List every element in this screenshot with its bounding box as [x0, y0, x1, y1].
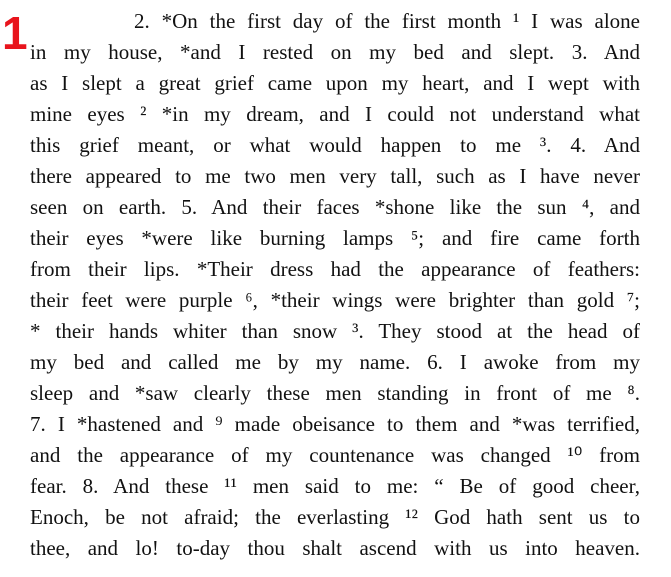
text-line-2: in my house, *and I rested on my bed and slept. 3. And [30, 40, 640, 64]
text-line-7: seen on earth. 5. And their faces *shone like the sun ⁴, and [30, 195, 640, 219]
text-line-16: fear. 8. And these ¹¹ men said to me: “ Be of good cheer, [30, 474, 640, 498]
text-line-15: and the appearance of my countenance was changed ¹⁰ from [30, 443, 640, 467]
text-line-17: Enoch, be not afraid; the everlasting ¹² God hath sent us to [30, 505, 640, 529]
text-line-3: as I slept a great grief came upon my heart, and I wept with [30, 71, 640, 95]
text-line-14: 7. I *hastened and ⁹ made obeisance to them and *was terrified, [30, 412, 640, 436]
text-line-6: there appeared to me two men very tall, such as I have never [30, 164, 640, 188]
text-line-1: 2. *On the first day of the first month ¹ I was alone [134, 9, 640, 33]
text-line-13: sleep and *saw clearly these men standing in front of me ⁸. [30, 381, 640, 405]
text-line-12: my bed and called me by my name. 6. I awoke from my [30, 350, 640, 374]
text-line-8: their eyes *were like burning lamps ⁵; and fire came forth [30, 226, 640, 250]
text-line-4: mine eyes ² *in my dream, and I could not understand what [30, 102, 640, 126]
text-line-10: their feet were purple ⁶, *their wings were brighter than gold ⁷; [30, 288, 640, 312]
text-line-18: thee, and lo! to-day thou shalt ascend with us into heaven. [30, 536, 640, 560]
text-line-5: this grief meant, or what would happen to me ³. 4. And [30, 133, 640, 157]
text-line-9: from their lips. *Their dress had the appearance of feathers: [30, 257, 640, 281]
text-line-11: * their hands whiter than snow ³. They stood at the head of [30, 319, 640, 343]
page-marker: 1 [2, 7, 28, 59]
